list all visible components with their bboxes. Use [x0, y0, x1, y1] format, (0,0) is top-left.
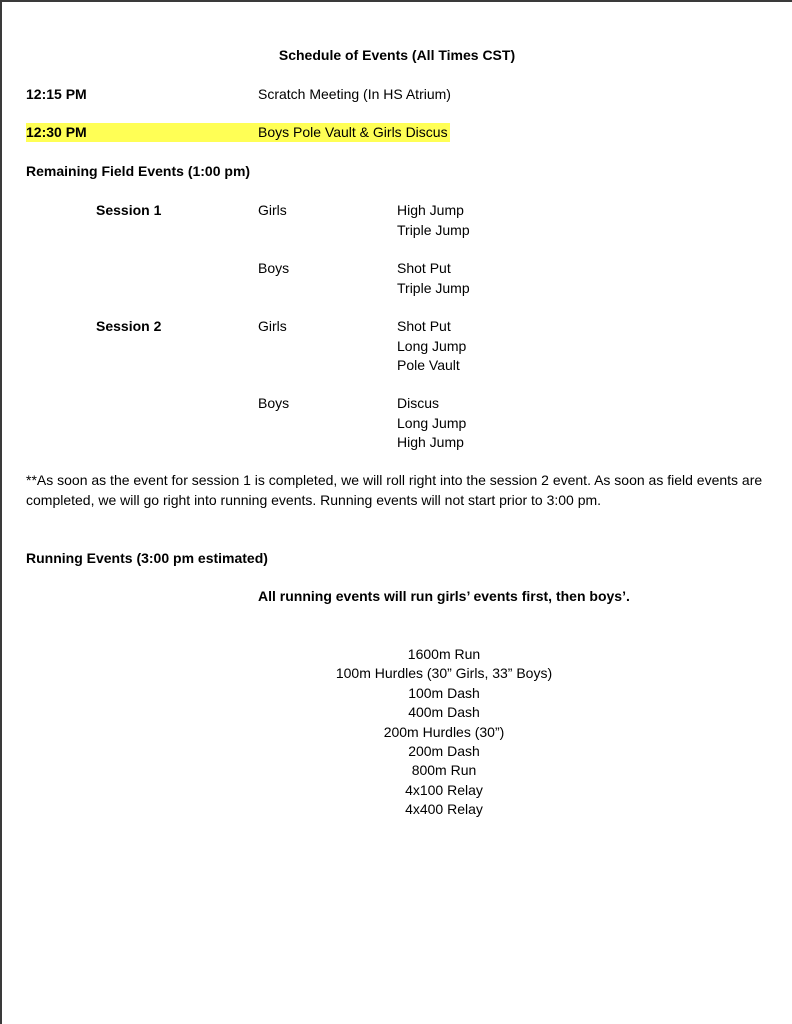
list-item: 100m Dash [408, 684, 480, 701]
list-item: 100m Hurdles (30” Girls, 33” Boys) [335, 665, 553, 682]
list-item: 4x400 Relay [405, 801, 483, 818]
list-item: 400m Dash [408, 704, 480, 721]
list-item: Triple Jump [397, 279, 470, 296]
session-2-girls-label: Girls [258, 318, 287, 334]
schedule-time-1: 12:15 PM [26, 86, 87, 102]
list-item: Shot Put [397, 260, 451, 276]
schedule-event-2: Boys Pole Vault & Girls Discus [258, 124, 448, 140]
session-1-girls-events [397, 201, 470, 240]
list-item: High Jump [397, 434, 464, 450]
list-item: Shot Put [397, 318, 451, 334]
field-events-note: **As soon as the event for session 1 is completed, we will roll right into the session 2 event. As soon as field events are completed, we will go right into running events. Running events will not start prior to 3:00 pm. [26, 472, 763, 508]
running-events-list [244, 645, 644, 820]
list-item: Discus [397, 395, 440, 411]
session-1-boys-events [397, 259, 470, 298]
page-title: Schedule of Events (All Times CST) [278, 47, 516, 63]
list-item: 1600m Run [407, 646, 481, 662]
session-2-girls-events [397, 317, 466, 376]
list-item: 800m Run [411, 762, 477, 779]
session-1-label: Session 1 [96, 202, 162, 218]
session-2-boys-label: Boys [258, 395, 290, 411]
session-1-girls-label: Girls [258, 202, 287, 218]
list-item: Triple Jump [397, 221, 470, 238]
schedule-event-1: Scratch Meeting (In HS Atrium) [258, 86, 451, 102]
list-item: 4x100 Relay [405, 781, 483, 798]
session-2-label: Session 2 [96, 318, 162, 334]
list-item: Long Jump [397, 337, 467, 354]
running-events-note: All running events will run girls’ events first, then boys’. [258, 588, 630, 604]
running-events-heading: Running Events (3:00 pm estimated) [26, 550, 268, 566]
session-2-boys-events [397, 394, 466, 453]
session-1-boys-label: Boys [258, 260, 290, 276]
list-item: High Jump [397, 202, 464, 218]
schedule-time-2: 12:30 PM [26, 124, 87, 140]
list-item: Pole Vault [397, 357, 460, 373]
list-item: 200m Dash [408, 742, 480, 759]
field-events-heading: Remaining Field Events (1:00 pm) [26, 163, 251, 179]
list-item: Long Jump [397, 414, 467, 431]
list-item: 200m Hurdles (30”) [383, 723, 505, 740]
